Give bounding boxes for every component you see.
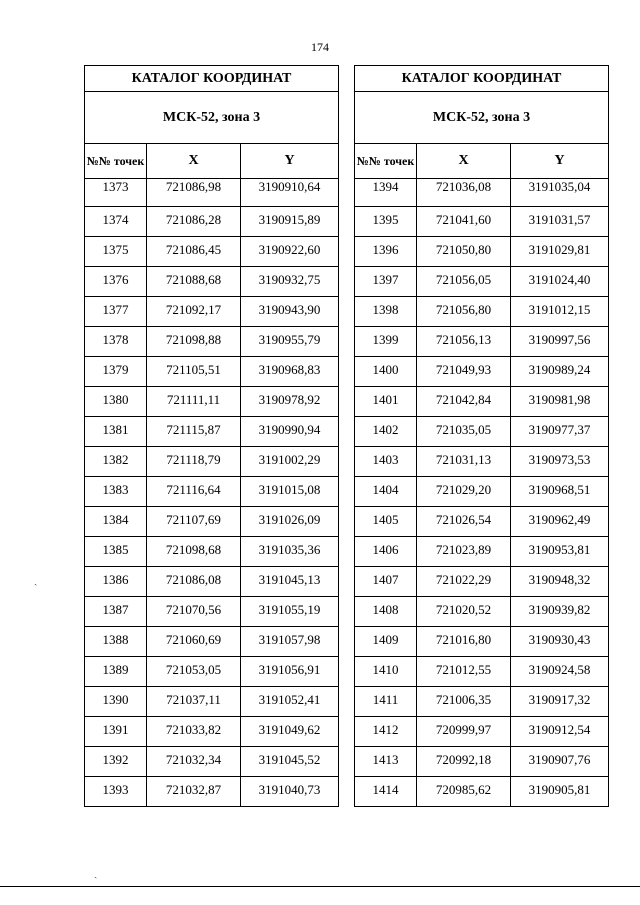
point-number: 1407 <box>355 567 417 597</box>
table-row <box>85 777 339 807</box>
y-coordinate: 3190997,56 <box>511 327 609 357</box>
y-coordinate: 3190905,81 <box>511 777 609 807</box>
table-row <box>85 747 339 777</box>
x-coordinate: 721035,05 <box>417 417 511 447</box>
table-row <box>355 447 609 477</box>
y-coordinate: 3191049,62 <box>241 717 339 747</box>
point-number: 1401 <box>355 387 417 417</box>
x-coordinate: 721056,05 <box>417 267 511 297</box>
table-row <box>85 387 339 417</box>
point-number: 1385 <box>85 537 147 567</box>
table-row <box>355 627 609 657</box>
table-row <box>85 417 339 447</box>
y-header: Y <box>511 144 609 179</box>
y-coordinate: 3191002,29 <box>241 447 339 477</box>
x-coordinate: 721041,60 <box>417 207 511 237</box>
table-row <box>85 237 339 267</box>
point-number: 1380 <box>85 387 147 417</box>
x-coordinate: 721026,54 <box>417 507 511 537</box>
y-coordinate: 3190915,89 <box>241 207 339 237</box>
x-coordinate: 720985,62 <box>417 777 511 807</box>
zone-label: МСК-52, зона 3 <box>85 92 339 144</box>
x-coordinate: 721016,80 <box>417 627 511 657</box>
x-coordinate: 721070,56 <box>147 597 241 627</box>
scan-speck: ˏ <box>94 868 98 879</box>
x-coordinate: 721036,08 <box>417 179 511 207</box>
point-number: 1398 <box>355 297 417 327</box>
point-number: 1387 <box>85 597 147 627</box>
y-coordinate: 3191024,40 <box>511 267 609 297</box>
x-coordinate: 721088,68 <box>147 267 241 297</box>
x-coordinate: 721042,84 <box>417 387 511 417</box>
left-table-body <box>85 179 339 807</box>
point-number: 1382 <box>85 447 147 477</box>
y-coordinate: 3190955,79 <box>241 327 339 357</box>
x-coordinate: 721033,82 <box>147 717 241 747</box>
y-coordinate: 3190948,32 <box>511 567 609 597</box>
point-number: 1384 <box>85 507 147 537</box>
x-coordinate: 721020,52 <box>417 597 511 627</box>
y-coordinate: 3191015,08 <box>241 477 339 507</box>
table-row <box>85 537 339 567</box>
point-number: 1397 <box>355 267 417 297</box>
y-coordinate: 3190932,75 <box>241 267 339 297</box>
x-coordinate: 721037,11 <box>147 687 241 717</box>
x-coordinate: 721056,80 <box>417 297 511 327</box>
point-number: 1395 <box>355 207 417 237</box>
point-number: 1404 <box>355 477 417 507</box>
point-number: 1391 <box>85 717 147 747</box>
table-row <box>355 387 609 417</box>
point-number: 1394 <box>355 179 417 207</box>
point-number: 1412 <box>355 717 417 747</box>
y-coordinate: 3191040,73 <box>241 777 339 807</box>
coordinate-catalog-right <box>354 65 609 807</box>
y-coordinate: 3190989,24 <box>511 357 609 387</box>
y-coordinate: 3190924,58 <box>511 657 609 687</box>
point-number: 1403 <box>355 447 417 477</box>
y-coordinate: 3190943,90 <box>241 297 339 327</box>
y-coordinate: 3191026,09 <box>241 507 339 537</box>
x-coordinate: 721116,64 <box>147 477 241 507</box>
zone-label: МСК-52, зона 3 <box>355 92 609 144</box>
x-coordinate: 721086,98 <box>147 179 241 207</box>
table-row <box>355 597 609 627</box>
point-number: 1389 <box>85 657 147 687</box>
x-coordinate: 721086,28 <box>147 207 241 237</box>
x-coordinate: 721012,55 <box>417 657 511 687</box>
y-coordinate: 3190968,83 <box>241 357 339 387</box>
point-number: 1392 <box>85 747 147 777</box>
y-coordinate: 3190953,81 <box>511 537 609 567</box>
x-header: X <box>147 144 241 179</box>
table-row <box>85 627 339 657</box>
point-number: 1386 <box>85 567 147 597</box>
y-header: Y <box>241 144 339 179</box>
x-coordinate: 721118,79 <box>147 447 241 477</box>
table-row <box>355 507 609 537</box>
point-number: 1406 <box>355 537 417 567</box>
y-coordinate: 3191045,13 <box>241 567 339 597</box>
x-header: X <box>417 144 511 179</box>
point-number: 1405 <box>355 507 417 537</box>
table-row <box>355 477 609 507</box>
x-coordinate: 720992,18 <box>417 747 511 777</box>
x-coordinate: 721049,93 <box>417 357 511 387</box>
point-number: 1399 <box>355 327 417 357</box>
point-number: 1396 <box>355 237 417 267</box>
x-coordinate: 721032,34 <box>147 747 241 777</box>
y-coordinate: 3190907,76 <box>511 747 609 777</box>
x-coordinate: 721092,17 <box>147 297 241 327</box>
table-row <box>355 237 609 267</box>
table-row <box>355 657 609 687</box>
table-row <box>355 207 609 237</box>
x-coordinate: 721115,87 <box>147 417 241 447</box>
table-row <box>355 417 609 447</box>
y-coordinate: 3190910,64 <box>241 179 339 207</box>
point-number: 1411 <box>355 687 417 717</box>
table-row <box>355 327 609 357</box>
y-coordinate: 3191035,36 <box>241 537 339 567</box>
y-coordinate: 3190968,51 <box>511 477 609 507</box>
table-row <box>85 567 339 597</box>
x-coordinate: 721029,20 <box>417 477 511 507</box>
x-coordinate: 721105,51 <box>147 357 241 387</box>
x-coordinate: 721056,13 <box>417 327 511 357</box>
y-coordinate: 3191057,98 <box>241 627 339 657</box>
x-coordinate: 721032,87 <box>147 777 241 807</box>
table-row <box>355 357 609 387</box>
right-table-body <box>355 179 609 807</box>
x-coordinate: 721086,08 <box>147 567 241 597</box>
table-row <box>85 657 339 687</box>
table-row <box>85 597 339 627</box>
point-number: 1373 <box>85 179 147 207</box>
scan-speck: ˏ <box>34 575 38 586</box>
point-number: 1377 <box>85 297 147 327</box>
x-coordinate: 721023,89 <box>417 537 511 567</box>
table-row <box>355 267 609 297</box>
table-row <box>85 687 339 717</box>
x-coordinate: 721111,11 <box>147 387 241 417</box>
y-coordinate: 3191012,15 <box>511 297 609 327</box>
y-coordinate: 3191029,81 <box>511 237 609 267</box>
point-number: 1400 <box>355 357 417 387</box>
table-row <box>85 477 339 507</box>
coordinate-catalog-left <box>84 65 339 807</box>
table-row <box>85 327 339 357</box>
point-number: 1409 <box>355 627 417 657</box>
y-coordinate: 3191031,57 <box>511 207 609 237</box>
table-row <box>355 777 609 807</box>
y-coordinate: 3190973,53 <box>511 447 609 477</box>
y-coordinate: 3190990,94 <box>241 417 339 447</box>
table-row <box>85 507 339 537</box>
y-coordinate: 3191052,41 <box>241 687 339 717</box>
table-row <box>85 207 339 237</box>
table-row <box>85 717 339 747</box>
point-number-header: №№ точек <box>355 144 417 179</box>
point-number: 1393 <box>85 777 147 807</box>
table-row <box>85 357 339 387</box>
catalog-title: КАТАЛОГ КООРДИНАТ <box>85 66 339 92</box>
table-row <box>355 567 609 597</box>
y-coordinate: 3191035,04 <box>511 179 609 207</box>
y-coordinate: 3190922,60 <box>241 237 339 267</box>
x-coordinate: 721098,88 <box>147 327 241 357</box>
catalog-title: КАТАЛОГ КООРДИНАТ <box>355 66 609 92</box>
y-coordinate: 3191055,19 <box>241 597 339 627</box>
table-row <box>355 687 609 717</box>
x-coordinate: 721107,69 <box>147 507 241 537</box>
table-row <box>85 179 339 207</box>
point-number: 1378 <box>85 327 147 357</box>
table-row <box>355 717 609 747</box>
table-row <box>355 297 609 327</box>
point-number: 1388 <box>85 627 147 657</box>
y-coordinate: 3191056,91 <box>241 657 339 687</box>
table-row <box>355 179 609 207</box>
x-coordinate: 720999,97 <box>417 717 511 747</box>
y-coordinate: 3190978,92 <box>241 387 339 417</box>
point-number: 1410 <box>355 657 417 687</box>
table-row <box>355 747 609 777</box>
table-row <box>355 537 609 567</box>
point-number: 1402 <box>355 417 417 447</box>
point-number: 1374 <box>85 207 147 237</box>
point-number-header: №№ точек <box>85 144 147 179</box>
page-number: 174 <box>311 40 329 54</box>
x-coordinate: 721022,29 <box>417 567 511 597</box>
point-number: 1383 <box>85 477 147 507</box>
point-number: 1390 <box>85 687 147 717</box>
point-number: 1408 <box>355 597 417 627</box>
x-coordinate: 721050,80 <box>417 237 511 267</box>
y-coordinate: 3190962,49 <box>511 507 609 537</box>
y-coordinate: 3190939,82 <box>511 597 609 627</box>
point-number: 1381 <box>85 417 147 447</box>
x-coordinate: 721098,68 <box>147 537 241 567</box>
y-coordinate: 3190977,37 <box>511 417 609 447</box>
point-number: 1375 <box>85 237 147 267</box>
y-coordinate: 3190917,32 <box>511 687 609 717</box>
footer-rule <box>0 886 640 887</box>
point-number: 1376 <box>85 267 147 297</box>
table-row <box>85 447 339 477</box>
point-number: 1379 <box>85 357 147 387</box>
x-coordinate: 721060,69 <box>147 627 241 657</box>
table-row <box>85 267 339 297</box>
point-number: 1413 <box>355 747 417 777</box>
x-coordinate: 721086,45 <box>147 237 241 267</box>
y-coordinate: 3190981,98 <box>511 387 609 417</box>
y-coordinate: 3190912,54 <box>511 717 609 747</box>
y-coordinate: 3191045,52 <box>241 747 339 777</box>
x-coordinate: 721006,35 <box>417 687 511 717</box>
point-number: 1414 <box>355 777 417 807</box>
x-coordinate: 721031,13 <box>417 447 511 477</box>
y-coordinate: 3190930,43 <box>511 627 609 657</box>
table-row <box>85 297 339 327</box>
x-coordinate: 721053,05 <box>147 657 241 687</box>
